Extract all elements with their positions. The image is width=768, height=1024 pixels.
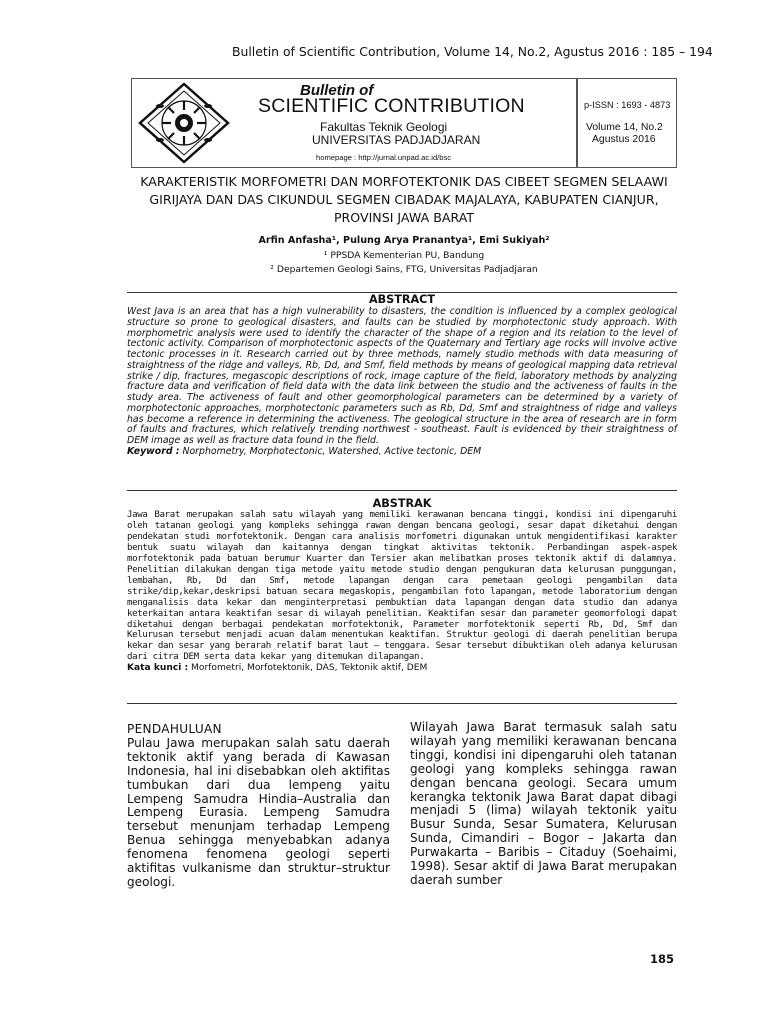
intro-paragraph-2: Wilayah Jawa Barat termasuk salah satu wilayah yang memiliki kerawanan bencana tinggi, kondisi ini dipengaruhi oleh tatanan geologi yang kompleks sehingga rawan dengan bencana geologi. Secara umum kerangka tektonik Jawa Barat dapat dibagi menjadi 5 (lima) wilayah tektonik yaitu Busur Sunda, Sesar Sumatera, Kelurusan Sunda, Cimandiri – Bogor – Jakarta dan Purwakarta – Baribis – Citaduy (Soehaimi, 1998). Sesar aktif di Jawa Barat merupakan daerah sumber [410, 720, 677, 887]
title-line: PROVINSI JAWA BARAT [333, 210, 475, 226]
author-list: Arfin Anfasha¹, Pulung Arya Pranantya¹, Emi Sukiyah² [258, 235, 550, 246]
keyword-label: Keyword : [127, 445, 180, 457]
title-line: KARAKTERISTIK MORFOMETRI DAN MORFOTEKTONIK DAS CIBEET SEGMEN SELAAWI [140, 174, 668, 189]
banner-journal-title: SCIENTIFIC CONTRIBUTION [258, 95, 525, 117]
banner-issn: p-ISSN : 1693 - 4873 [584, 100, 671, 110]
abstrak-indonesian [127, 510, 677, 674]
intro-left-column [127, 723, 390, 890]
affiliation-1: ¹ PPSDA Kementerian PU, Bandung [323, 250, 485, 261]
divider [127, 490, 677, 491]
unpad-seal-icon [138, 82, 230, 164]
abstrak-body: Jawa Barat merupakan salah satu wilayah yang memiliki kerawanan bencana tinggi, kondisi ini dipengaruhi oleh tatanan geologi yang kompleks sehingga rawan dengan bencana geologi, sesar dapat diketahui dengan pendekatan studi morfotektonik. Dengan cara analisis morfometri digunakan untuk mengidentifikasi karakter bentuk suatu wilayah dan kaitannya dengan tingkat aktivitas tektonik. Perbandingan aspek-aspek morfotektonik pada batuan berumur Kuarter dan Tersier akan melibatkan proses tektonik aktif di dalamnya. Penelitian dilakukan dengan tiga metode yaitu metode studio dengan pengukuran data kelurusan punggungan, lembahan, Rb, Dd dan Smf, metode lapangan dengan cara pemetaan geologi pengambilan data strike/dip,kekar,deskripsi batuan secara megaskopis, pengambilan foto lapangan, metode laboratorium dengan menganalisis data kekar dan menginterpretasi pembuktian data lapangan dengan data studio dan adanya keterkaitan antara keaktifan sesar di wilayah penelitian. Keaktifan sesar dan parameter geomorfologi dapat diketahui dengan berbagai pendekatan morfotektonik, Parameter morfotektonik seperti Rb, Dd, Smf dan Kelurusan tersebut menjadi acuan dalam menentukan keaktifan. Struktur geologi di daerah penelitian berupa kekar dan sesar yang berarah relatif barat laut – tenggara. Sesar tersebut dibuktikan oleh adanya kelurusan dari citra DEM serta data kekar yang ditemukan dilapangan. [127, 510, 677, 663]
affiliation-2: ² Departemen Geologi Sains, FTG, Universitas Padjadjaran [270, 264, 538, 275]
abstract-body: West Java is an area that has a high vulnerability to disasters, the condition is influenced by a complex geological structure so prone to geological disasters, and faults can be studied by morphotectonic study approach. With morphometric analysis were used to identify the character of the shape of a region and its relation to the level of tectonic activity. Comparison of morphotectonic aspects of the Quaternary and Tertiary age rocks will involve active tectonic processes in it. Research carried out by three methods, namely studio methods with data measuring of straightness of the ridge and valleys, Rb, Dd, and Smf, field methods by means of geological mapping data retrieval strike / dip, fractures, megascopic descriptions of rock, image capture of the field, laboratory methods by analyzing fracture data and verification of field data with the data link between the studio and the activeness of faults in the study area. The activeness of fault and other geomorphological parameters can be determined by a variety of morphotectonic approaches, morphotectonic parameters such as Rb, Dd, Smf and straightness of ridge and valleys has become a reference in determining the activeness. The geological structure in the area of research are in form of faults and fractures, which relatively trending northwest - southeast. Fault is evidenced by their straightness of DEM image as well as fracture data found in the field. [127, 306, 677, 446]
section-heading-pendahuluan: PENDAHULUAN [127, 722, 222, 736]
intro-paragraph-1: Pulau Jawa merupakan salah satu daerah tektonik aktif yang berada di Kawasan Indonesia, hal ini disebabkan oleh aktifitas tumbukan dari dua lempeng yaitu Lempeng Samudra Hindia–Australia dan Lempeng Eurasia. Lempeng Samudra tersebut menunjam terhadap Lempeng Benua sehingga menyebabkan adanya fenomena fenomena geologi seperti aktifitas vulkanisme dan struktur–struktur geologi. [127, 735, 390, 889]
intro-right-column [410, 721, 677, 888]
banner-faculty: Fakultas Teknik Geologi [320, 120, 448, 134]
divider [127, 703, 677, 704]
keyword-list: Norphometry, Morphotectonic, Watershed, Active tectonic, DEM [179, 445, 482, 457]
abstrak-heading: ABSTRAK [372, 497, 432, 510]
banner-homepage[interactable]: homepage : http://jurnal.unpad.ac.id/bsc [316, 153, 452, 162]
page-number: 185 [650, 952, 675, 966]
article-title [131, 173, 677, 228]
banner-date: Agustus 2016 [592, 134, 656, 145]
banner-university: UNIVERSITAS PADJADJARAN [312, 133, 481, 147]
kata-kunci-list: Morfometri, Morfotektonik, DAS, Tektonik aktif, DEM [188, 663, 428, 674]
title-line: GIRIJAYA DAN DAS CIKUNDUL SEGMEN CIBADAK MAJALAYA, KABUPATEN CIANJUR, [149, 192, 659, 208]
banner-bulletin-of: Bulletin of [300, 82, 374, 99]
banner-volume: Volume 14, No.2 [586, 122, 663, 133]
abstrak-keywords [127, 663, 677, 674]
abstract-keywords [127, 447, 677, 458]
abstract-english [127, 307, 677, 458]
banner-divider [576, 78, 578, 168]
kata-kunci-label: Kata kunci : [127, 663, 189, 674]
running-header: Bulletin of Scientific Contribution, Volume 14, No.2, Agustus 2016 : 185 – 194 [232, 44, 713, 59]
abstract-heading: ABSTRACT [369, 293, 435, 306]
